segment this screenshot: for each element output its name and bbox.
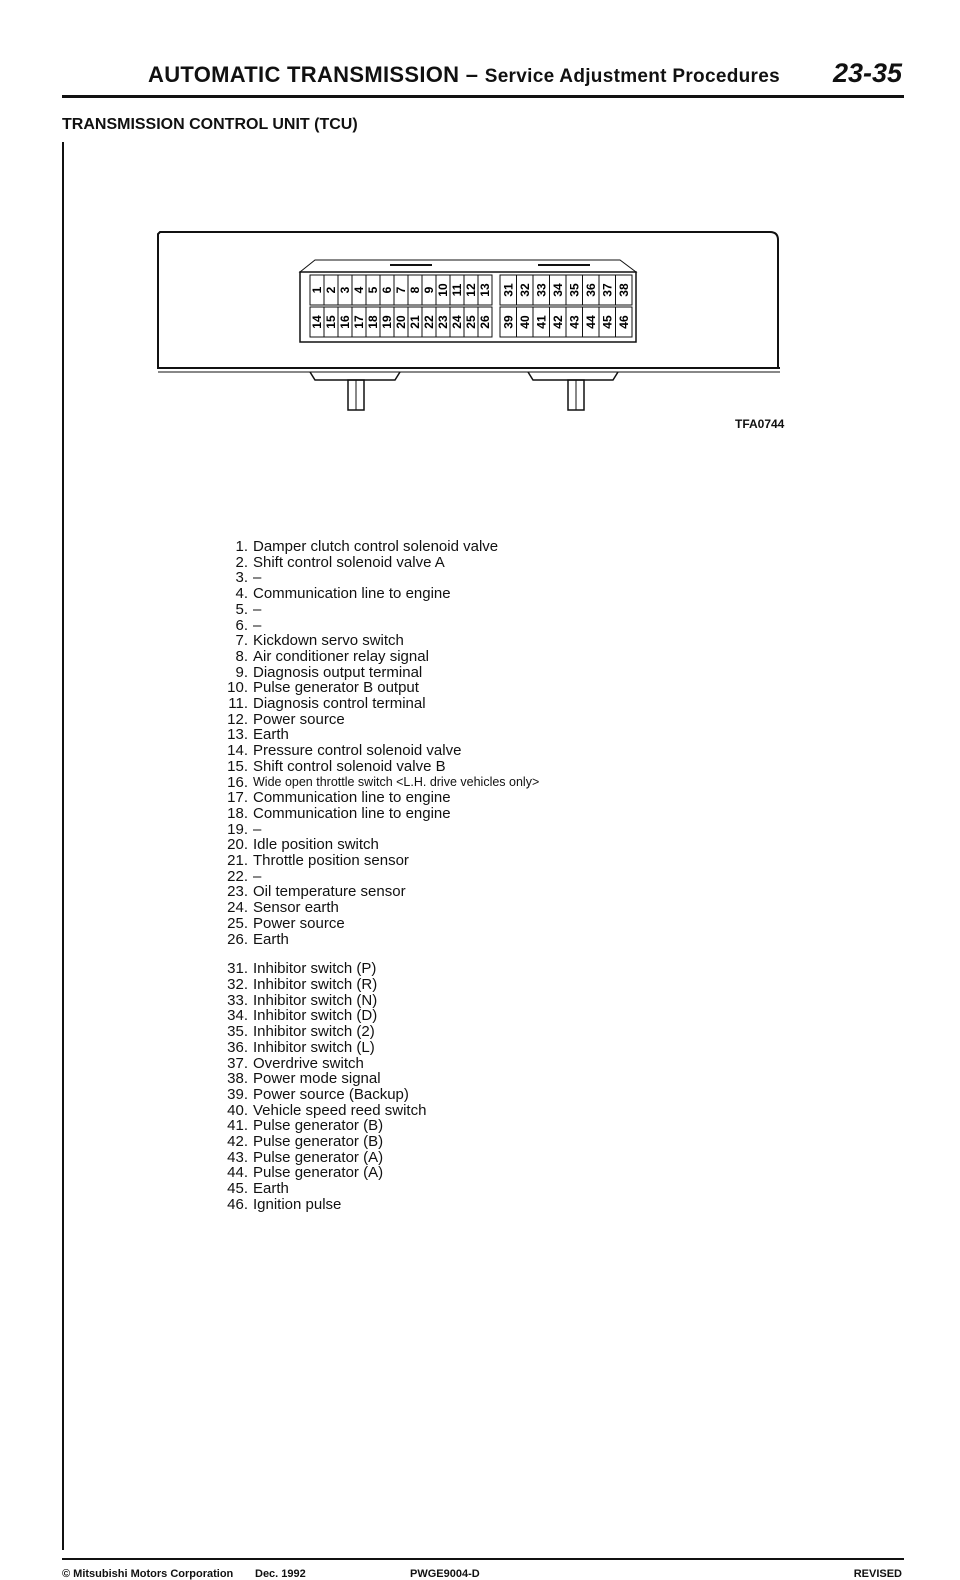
pin-number: 17. [227,789,248,807]
pin-number: 20. [227,836,248,854]
pin-description: Pressure control solenoid valve [253,742,462,760]
pin-description: Shift control solenoid valve A [253,553,445,571]
pin-description: Damper clutch control solenoid valve [253,538,499,555]
pin-number: 19. [227,820,248,838]
pin-number: 26. [227,930,248,948]
pin-number: 23. [227,883,248,901]
pin-item [200,806,539,822]
pin-label: 26 [478,315,492,329]
pin-number: 45. [227,1180,248,1198]
pin-description: Kickdown servo switch [253,632,404,650]
pin-item [200,822,539,838]
pin-label: 42 [550,315,565,329]
pin-item [200,618,539,634]
pin-number: 33. [227,991,248,1009]
pin-description: Pulse generator (B) [253,1117,384,1135]
pin-number: 4. [235,585,248,603]
pin-label: 46 [616,315,631,329]
pin-label: 8 [408,286,422,294]
pin-item [200,961,539,977]
pin-label: 35 [567,283,582,297]
pin-label: 36 [583,283,598,297]
pin-label: 2 [324,286,338,294]
pin-item [200,775,539,791]
pin-description: – [253,867,262,885]
section-title: TRANSMISSION CONTROL UNIT (TCU) [62,116,358,133]
pin-description: Ignition pulse [253,1195,342,1213]
pin-number: 12. [227,710,248,728]
pin-item [200,1008,539,1024]
pin-label: 39 [501,315,516,329]
pin-description: Overdrive switch [253,1054,364,1072]
left-margin-rule [62,142,64,1550]
footer-copyright: © Mitsubishi Motors Corporation [62,1568,234,1580]
pin-item [200,853,539,869]
pin-item [200,555,539,571]
pin-label: 40 [517,315,532,329]
pin-item [200,837,539,853]
pin-number: 18. [227,804,248,822]
tcu-diagram [150,220,790,425]
pin-label: 45 [600,315,615,329]
pin-number: 5. [235,600,248,618]
pin-item [200,743,539,759]
pin-label: 7 [394,286,408,294]
chapter-title: AUTOMATIC TRANSMISSION – [148,62,479,87]
pin-label: 33 [534,283,549,297]
pin-description: – [253,569,262,587]
pin-description: Communication line to engine [253,789,451,807]
pin-label: 24 [450,315,464,329]
pin-description: Earth [253,930,289,948]
pin-item [200,586,539,602]
pin-item [200,1181,539,1197]
pin-description: Inhibitor switch (N) [253,991,378,1009]
pin-label: 21 [408,315,422,329]
pin-label: 18 [366,315,380,329]
pin-item [200,712,539,728]
pin-number: 3. [235,569,248,587]
pin-item [200,696,539,712]
running-header [148,62,780,88]
pin-number: 38. [227,1070,248,1088]
pin-description: Inhibitor switch (2) [253,1023,375,1041]
pin-item [200,916,539,932]
pin-item [200,993,539,1009]
pin-number: 32. [227,975,248,993]
pin-description: Throttle position sensor [253,852,409,870]
pin-description: Air conditioner relay signal [253,647,429,665]
pin-item [200,884,539,900]
pin-item [200,1024,539,1040]
pin-item [200,1134,539,1150]
pin-label: 12 [464,283,478,297]
pin-label: 1 [310,286,324,294]
connector-a-pins [310,275,492,337]
pin-item [200,633,539,649]
pin-item [200,900,539,916]
pin-number: 8. [235,647,248,665]
pin-item [200,759,539,775]
pin-label: 41 [534,315,549,329]
pin-description: Pulse generator (A) [253,1164,384,1182]
pin-description: Wide open throttle switch <L.H. drive vehicles only> [253,774,540,789]
footer-doc-code: PWGE9004-D [410,1568,480,1580]
footer-rule [62,1558,904,1560]
footer-status: REVISED [853,1568,902,1580]
pin-label: 14 [310,315,324,329]
pin-number: 39. [227,1085,248,1103]
pin-label: 32 [517,283,532,297]
pin-number: 36. [227,1038,248,1056]
pin-item [200,1118,539,1134]
pin-description: Oil temperature sensor [253,883,406,901]
pin-number: 42. [227,1133,248,1151]
pin-number: 22. [227,867,248,885]
pin-list [200,539,539,1213]
pin-description: Inhibitor switch (L) [253,1038,375,1056]
pin-item [200,1197,539,1213]
chapter-subtitle: Service Adjustment Procedures [484,66,780,87]
pin-description: Power source [253,914,345,932]
pin-description: Earth [253,1180,289,1198]
pin-item [200,1040,539,1056]
pin-number: 41. [227,1117,248,1135]
pin-description: Pulse generator (B) [253,1133,384,1151]
pin-description: Power mode signal [253,1070,381,1088]
pin-number: 2. [235,553,248,571]
pin-number: 21. [227,852,248,870]
pin-number: 7. [235,632,248,650]
pin-label: 13 [478,283,492,297]
header-rule [62,95,904,98]
pin-label: 10 [436,283,450,297]
pin-label: 34 [550,283,565,297]
footer-date: Dec. 1992 [255,1568,306,1580]
pin-label: 11 [450,283,464,297]
pin-description: Inhibitor switch (P) [253,960,377,978]
pin-item [200,1103,539,1119]
pin-number: 31. [227,960,248,978]
pin-item [200,790,539,806]
pin-number: 1. [235,538,248,555]
pin-label: 16 [338,315,352,329]
pin-number: 13. [227,726,248,744]
pin-number: 15. [227,757,248,775]
pin-item [200,665,539,681]
pin-label: 31 [501,283,516,297]
pin-item [200,1087,539,1103]
pin-description: Vehicle speed reed switch [253,1101,427,1119]
pin-item [200,1150,539,1166]
pin-number: 9. [235,663,248,681]
pin-item [200,932,539,948]
pin-description: Shift control solenoid valve B [253,757,446,775]
pin-number: 44. [227,1164,248,1182]
pin-item [200,1165,539,1181]
pin-number: 25. [227,914,248,932]
pin-number: 10. [227,679,248,697]
pin-item [200,1071,539,1087]
pin-description: Communication line to engine [253,804,451,822]
pin-number: 11. [228,695,248,713]
pin-item [200,649,539,665]
pin-label: 3 [338,286,352,294]
pin-label: 38 [616,283,631,297]
pin-item [200,539,539,555]
pin-number: 43. [227,1148,248,1166]
connector-b-pins [500,275,632,337]
pin-label: 6 [380,286,394,294]
pin-number: 24. [227,899,248,917]
pin-number: 46. [227,1195,248,1213]
pin-description: – [253,600,262,618]
pin-number: 14. [227,742,248,760]
pin-item [200,977,539,993]
pin-number: 16. [227,773,248,791]
pin-description: Diagnosis output terminal [253,663,423,681]
pin-item [200,869,539,885]
pin-description: Earth [253,726,289,744]
pin-label: 17 [352,315,366,329]
pin-description: Diagnosis control terminal [253,695,426,713]
pin-description: Power source [253,710,345,728]
figure-code: TFA0744 [735,417,785,431]
pin-label: 19 [380,315,394,329]
pin-label: 20 [394,315,408,329]
pin-number: 37. [227,1054,248,1072]
pin-label: 23 [436,315,450,329]
pin-number: 34. [227,1007,248,1025]
pin-number: 6. [235,616,248,634]
page-number: 23-35 [832,58,902,88]
pin-number: 35. [227,1023,248,1041]
pin-description: Idle position switch [253,836,379,854]
pin-label: 37 [600,283,615,297]
pin-label: 9 [422,286,436,294]
pin-description: Pulse generator B output [253,679,419,697]
pin-label: 22 [422,315,436,329]
pin-label: 15 [324,315,338,329]
pin-item [200,602,539,618]
pin-description: Inhibitor switch (R) [253,975,378,993]
pin-item [200,1056,539,1072]
pin-item [200,727,539,743]
pin-description: Pulse generator (A) [253,1148,384,1166]
pin-item [200,570,539,586]
pin-description: – [253,616,262,634]
pin-description: Power source (Backup) [253,1085,409,1103]
pin-label: 43 [567,315,582,329]
pin-description: Inhibitor switch (D) [253,1007,378,1025]
pin-label: 44 [583,315,598,329]
pin-number: 40. [227,1101,248,1119]
pin-item [200,680,539,696]
pin-description: Sensor earth [253,899,339,917]
pin-label: 4 [352,286,366,294]
pin-description: Communication line to engine [253,585,451,603]
pin-label: 25 [464,315,478,329]
tcu-illustration [150,220,790,420]
pin-description: – [253,820,262,838]
pin-label: 5 [366,286,380,294]
